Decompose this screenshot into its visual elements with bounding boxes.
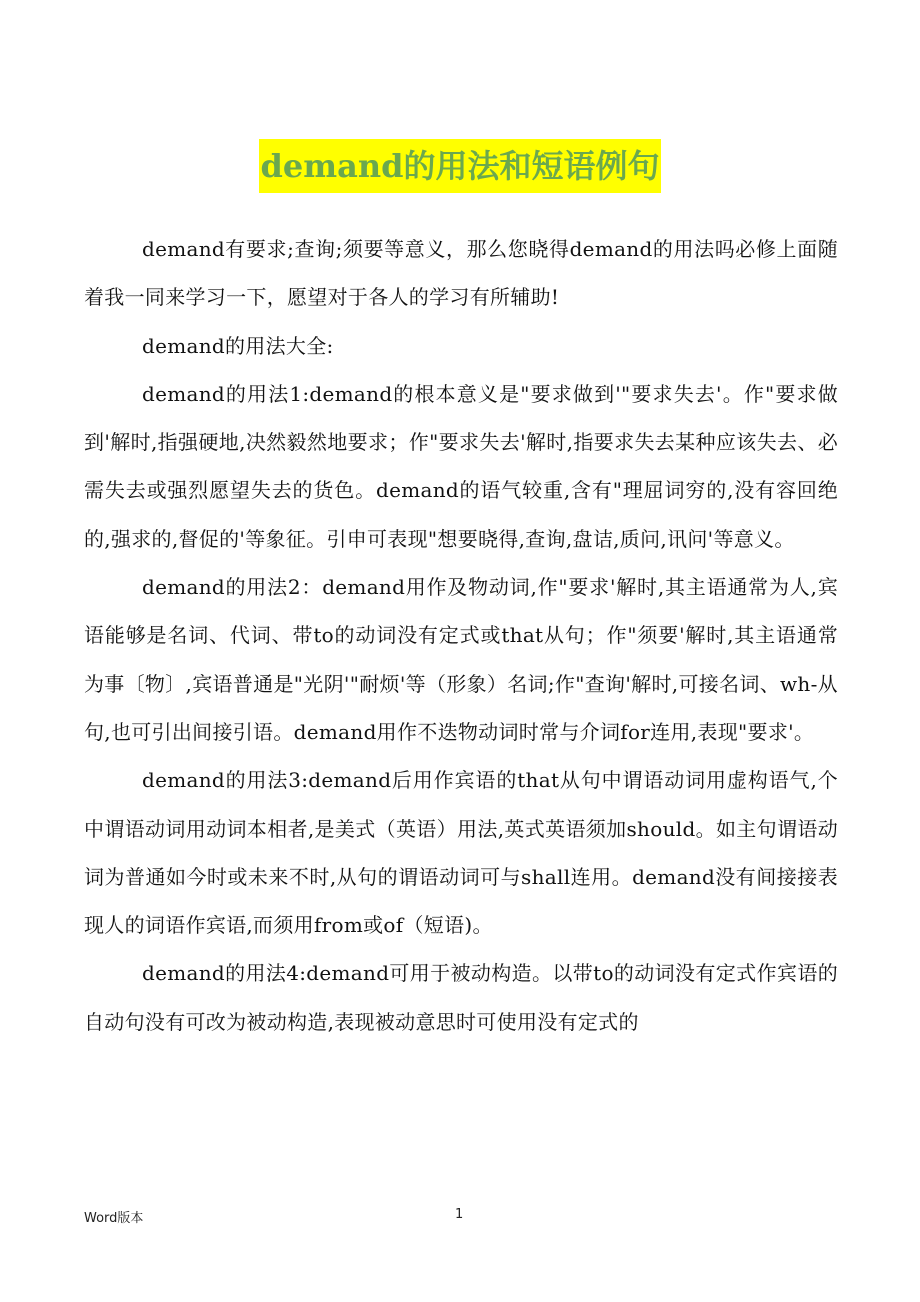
document-body [84, 225, 838, 1046]
paragraph-usage-3: demand的用法3:demand后用作宾语的that从句中谓语动词用虚构语气,个中谓语动词用动词本相者,是美式（英语）用法,英式英语须加should。如主句谓语动词为普通如今时或未来不时,从句的谓语动词可与shall连用。demand没有间接接表现人的词语作宾语,而须用from或of（短语)。 [84, 768, 838, 938]
title-container [0, 139, 920, 193]
page-number: 1 [455, 1207, 464, 1222]
paragraph-usage-4: demand的用法4:demand可用于被动构造。以带to的动词没有定式作宾语的自动句没有可改为被动构造,表现被动意思时可使用没有定式的 [84, 961, 838, 1034]
paragraph-heading: demand的用法大全: [142, 333, 334, 358]
page-title: demand的用法和短语例句 [259, 139, 662, 193]
footer-label: Word版本 [84, 1211, 144, 1226]
paragraph-usage-1: demand的用法1:demand的根本意义是"要求做到'"要求失去'。作"要求做到'解时,指强硬地,决然毅然地要求；作"要求失去'解时,指要求失去某种应该失去、必需失去或强烈愿望失去的货色。demand的语气较重,含有"理屈词穷的,没有容回绝的,强求的,督促的'等象征。引申可表现"想要晓得,查询,盘诘,质问,讯问'等意义。 [84, 381, 838, 551]
paragraph-usage-2: demand的用法2：demand用作及物动词,作"要求'解时,其主语通常为人,宾语能够是名词、代词、带to的动词没有定式或that从句；作"须要'解时,其主语通常为事〔物〕,宾语普通是"光阴'"耐烦'等（形象）名词;作"查询'解时,可接名词、wh-从句,也可引出间接引语。demand用作不迭物动词时常与介词for连用,表现"要求'。 [84, 575, 838, 744]
paragraph-intro: demand有要求;查询;须要等意义，那么您晓得demand的用法吗必修上面随着我一同来学习一下，愿望对于各人的学习有所辅助! [84, 237, 838, 310]
